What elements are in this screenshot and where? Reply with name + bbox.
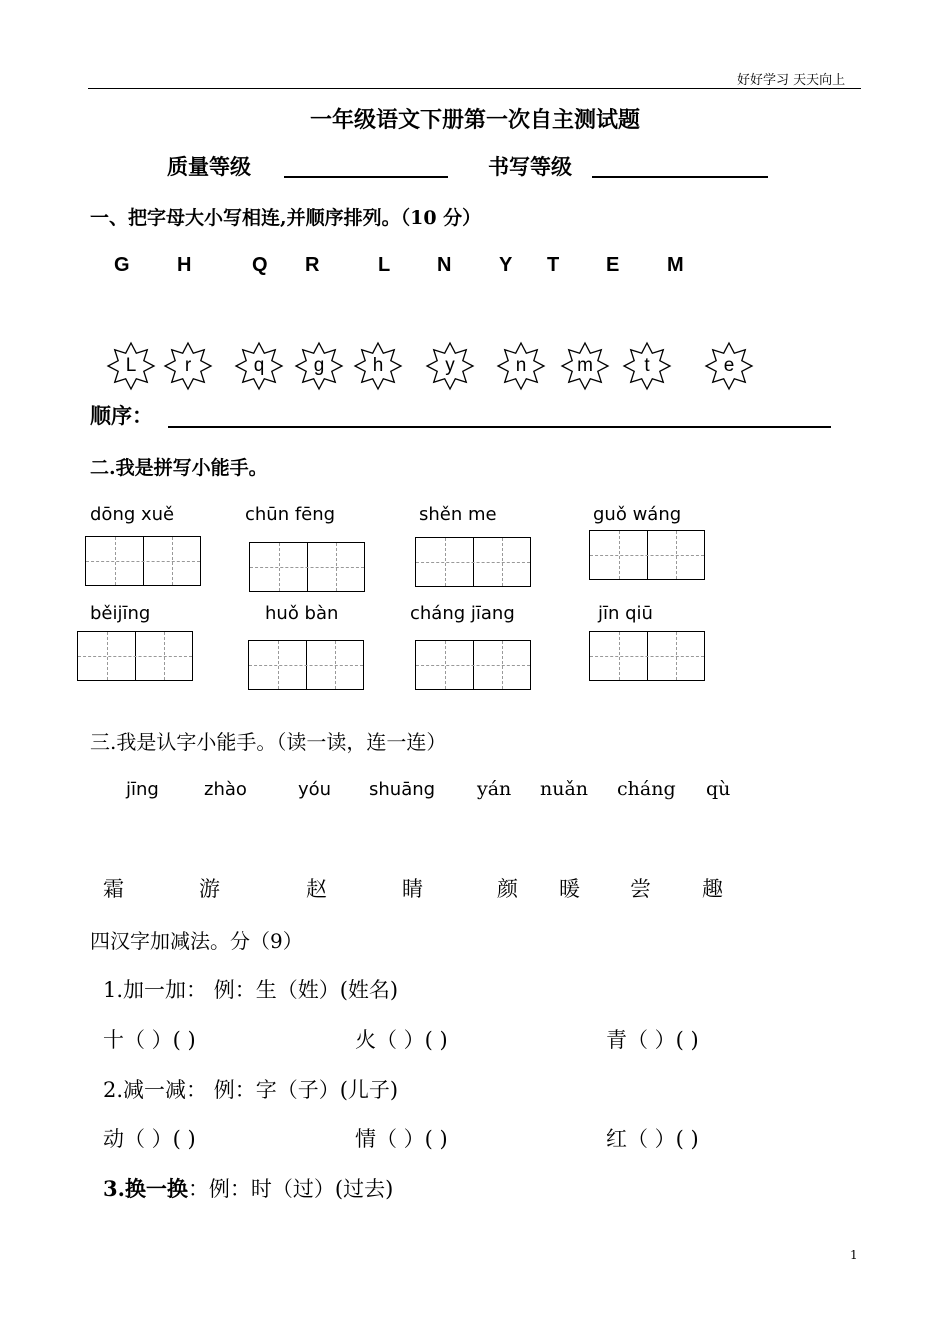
page-number: 1 [850, 1248, 858, 1262]
pinyin-prompt: huǒ bàn [265, 603, 339, 624]
uppercase-letter[interactable]: N [437, 254, 452, 276]
swap-number: 3.换一换 [103, 1176, 188, 1201]
lowercase-star[interactable] [496, 341, 546, 391]
lowercase-star[interactable] [163, 341, 213, 391]
lowercase-star[interactable] [704, 341, 754, 391]
writing-grade-blank[interactable] [592, 176, 768, 178]
subtract-example: 2.减一减： 例：字（子）(儿子) [103, 1078, 399, 1102]
swap-example-text: ：例：时（过）(过去) [187, 1177, 394, 1201]
add-item[interactable]: 十（ ）( ) [103, 1028, 196, 1052]
reading-hanzi[interactable]: 游 [199, 877, 220, 901]
page-title: 一年级语文下册第一次自主测试题 [309, 107, 640, 133]
add-item[interactable]: 青（ ）( ) [606, 1028, 699, 1052]
reading-pinyin[interactable]: yóu [298, 779, 332, 800]
uppercase-letter[interactable]: Y [499, 254, 513, 276]
quality-grade-blank[interactable] [284, 176, 448, 178]
reading-pinyin[interactable]: shuāng [369, 779, 436, 800]
reading-hanzi[interactable]: 霜 [103, 877, 124, 901]
lowercase-letter: g [313, 355, 325, 376]
tianzige-box[interactable] [85, 536, 201, 586]
tianzige-box[interactable] [589, 530, 705, 580]
uppercase-letter[interactable]: E [606, 254, 620, 276]
uppercase-letter[interactable]: Q [252, 254, 268, 276]
lowercase-star[interactable] [560, 341, 610, 391]
lowercase-letter: y [445, 355, 455, 376]
lowercase-star[interactable] [353, 341, 403, 391]
add-item[interactable]: 火（ ）( ) [355, 1028, 448, 1052]
tianzige-box[interactable] [415, 537, 531, 587]
lowercase-letter: L [125, 355, 137, 376]
header-divider [88, 88, 861, 89]
section4-heading: 四汉字加减法。分（9） [90, 929, 303, 953]
section1-heading: 一、把字母大小写相连,并顺序排列。（10 分） [90, 207, 482, 229]
subtract-item[interactable]: 情（ ）( ) [355, 1127, 448, 1151]
reading-hanzi[interactable]: 睛 [402, 877, 423, 901]
lowercase-star[interactable] [425, 341, 475, 391]
tianzige-box[interactable] [248, 640, 364, 690]
section2-heading: 二.我是拼写小能手。 [90, 457, 268, 479]
quality-grade-label: 质量等级 [167, 154, 251, 179]
pinyin-prompt: cháng jīang [410, 603, 515, 624]
section3-heading: 三.我是认字小能手。（读一读，连一连） [90, 730, 447, 754]
reading-pinyin[interactable]: nuǎn [540, 778, 589, 800]
reading-pinyin[interactable]: cháng [617, 778, 676, 800]
order-answer-line[interactable] [168, 426, 831, 428]
lowercase-star[interactable] [294, 341, 344, 391]
uppercase-letter[interactable]: R [305, 254, 320, 276]
lowercase-star[interactable] [106, 341, 156, 391]
reading-pinyin[interactable]: yán [477, 778, 512, 800]
reading-pinyin[interactable]: zhào [204, 779, 247, 800]
reading-hanzi[interactable]: 暖 [559, 877, 580, 901]
reading-hanzi[interactable]: 赵 [306, 877, 327, 901]
pinyin-prompt: guǒ wáng [593, 504, 682, 525]
pinyin-prompt: běijīng [90, 603, 151, 624]
add-example: 1.加一加： 例：生（姓）(姓名) [103, 978, 399, 1002]
pinyin-prompt: chūn fēng [245, 504, 336, 525]
lowercase-letter: n [515, 355, 527, 376]
pinyin-prompt: shěn me [419, 504, 497, 525]
reading-hanzi[interactable]: 颜 [497, 877, 518, 901]
writing-grade-label: 书写等级 [488, 154, 572, 179]
tianzige-box[interactable] [415, 640, 531, 690]
reading-pinyin[interactable]: jīng [126, 779, 159, 800]
pinyin-prompt: dōng xuě [90, 504, 175, 525]
lowercase-letter: e [723, 355, 735, 376]
reading-hanzi[interactable]: 趣 [702, 877, 723, 901]
order-label: 顺序： [90, 403, 153, 428]
uppercase-letter[interactable]: T [547, 254, 560, 276]
pinyin-prompt: jīn qiū [598, 603, 653, 624]
uppercase-letter[interactable]: H [177, 254, 192, 276]
reading-hanzi[interactable]: 尝 [630, 877, 651, 901]
reading-pinyin[interactable]: qù [706, 778, 731, 800]
lowercase-letter: t [644, 355, 650, 376]
lowercase-star[interactable] [234, 341, 284, 391]
uppercase-letter[interactable]: G [114, 254, 130, 276]
lowercase-letter: m [577, 355, 593, 376]
subtract-item[interactable]: 红（ ）( ) [606, 1127, 699, 1151]
tianzige-box[interactable] [77, 631, 193, 681]
lowercase-star[interactable] [622, 341, 672, 391]
lowercase-letter: q [253, 355, 265, 376]
uppercase-letter[interactable]: M [667, 254, 684, 276]
lowercase-letter: r [184, 355, 192, 376]
subtract-item[interactable]: 动（ ）( ) [103, 1127, 196, 1151]
lowercase-letter: h [372, 355, 384, 376]
tianzige-box[interactable] [589, 631, 705, 681]
swap-example [103, 1173, 393, 1203]
header-motto: 好好学习 天天向上 [737, 73, 846, 88]
tianzige-box[interactable] [249, 542, 365, 592]
uppercase-letter[interactable]: L [378, 254, 391, 276]
